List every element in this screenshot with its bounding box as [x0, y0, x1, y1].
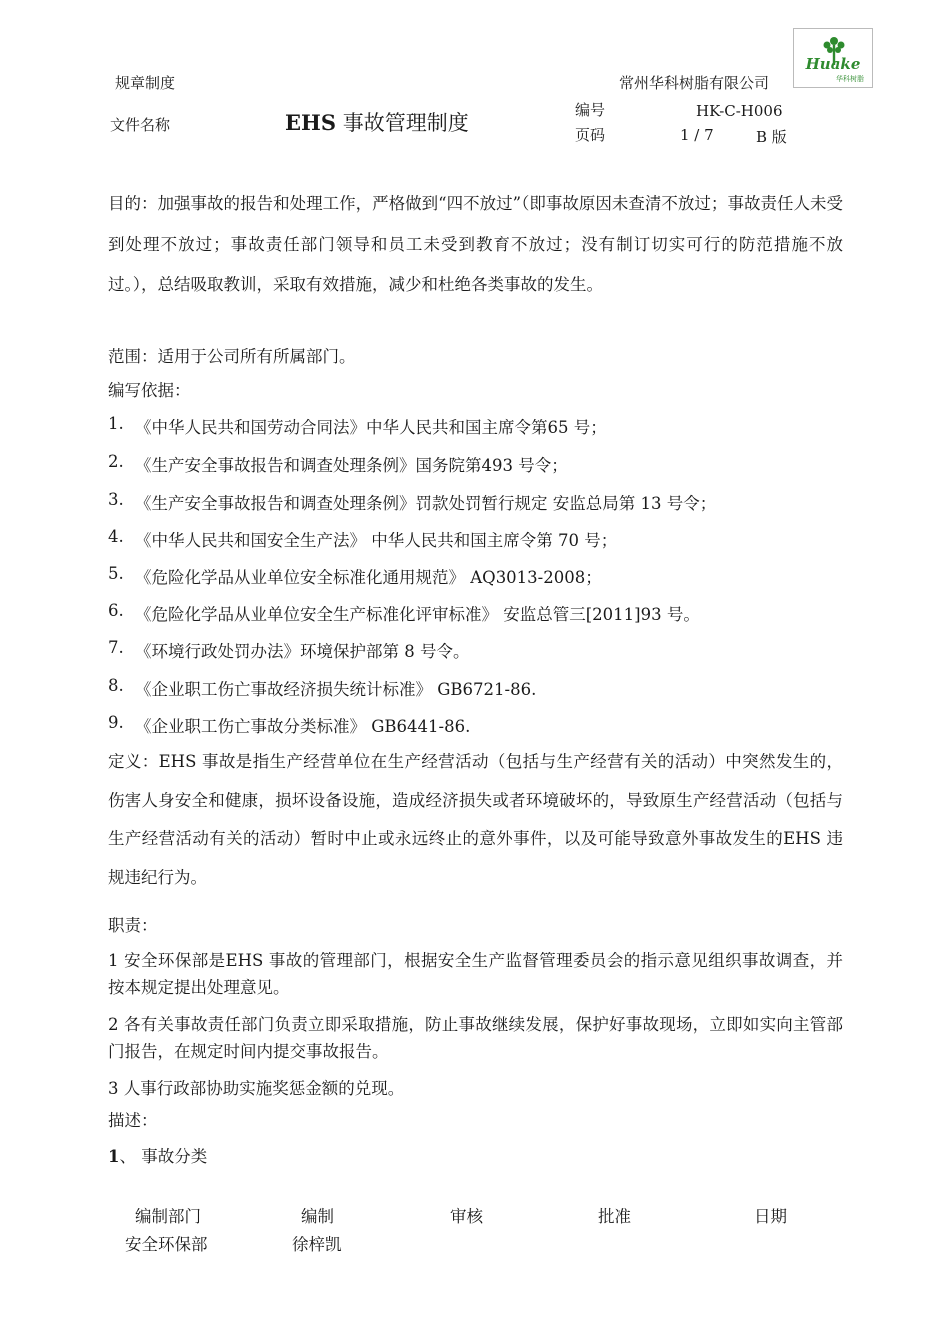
- scope-paragraph: 范围：适用于公司所有所属部门。: [108, 347, 356, 366]
- list-item-text: 《企业职工伤亡事故经济损失统计标准》 GB6721-86.: [135, 680, 537, 699]
- list-item-number: 3.: [108, 490, 124, 509]
- list-item: [108, 676, 537, 699]
- section-title: 事故分类: [135, 1147, 208, 1166]
- list-item-text: 《中华人民共和国劳动合同法》中华人民共和国主席令第65 号；: [135, 418, 607, 437]
- page-value: 1 / 7: [680, 126, 714, 144]
- list-item-number: 1.: [108, 414, 124, 433]
- duty-item: 2 各有关事故责任部门负责立即采取措施，防止事故继续发展，保护好事故现场，立即如实向主管部门报告，在规定时间内提交事故报告。: [108, 1015, 843, 1061]
- section-separator: 、: [119, 1147, 136, 1166]
- list-item: [108, 564, 602, 587]
- footer-header-reviewer: 审核: [450, 1207, 483, 1226]
- duty-item: 1 安全环保部是EHS 事故的管理部门，根据安全生产监督管理委员会的指示意见组织事故调查，并按本规定提出处理意见。: [108, 951, 843, 997]
- duties-heading: 职责：: [108, 916, 158, 935]
- list-item: [108, 713, 471, 736]
- footer-header-author: 编制: [301, 1207, 334, 1226]
- footer-value-author: 徐梓凯: [292, 1235, 342, 1254]
- list-item: [108, 414, 607, 437]
- version-label: B 版: [756, 128, 787, 146]
- list-item-number: 9.: [108, 713, 124, 732]
- page-label: 页码: [575, 126, 606, 144]
- doc-title: [285, 107, 469, 137]
- list-item-text: 《环境行政处罚办法》环境保护部第 8 号令。: [135, 642, 470, 661]
- footer-header-date: 日期: [754, 1207, 787, 1226]
- footer-header-dept: 编制部门: [135, 1207, 201, 1226]
- basis-heading: 编写依据：: [108, 381, 191, 400]
- list-item-number: 2.: [108, 452, 124, 471]
- code-label: 编号: [575, 101, 606, 119]
- logo-text: Huake: [805, 55, 861, 73]
- section-heading: [108, 1143, 207, 1167]
- list-item-text: 《生产安全事故报告和调查处理条例》罚款处罚暂行规定 安监总局第 13 号令；: [135, 494, 717, 513]
- duty-item: 3 人事行政部协助实施奖惩金额的兑现。: [108, 1079, 405, 1098]
- list-item: [108, 490, 717, 513]
- code-value: HK-C-H006: [696, 102, 783, 120]
- list-item: [108, 452, 568, 475]
- list-item-text: 《危险化学品从业单位安全标准化通用规范》 AQ3013-2008；: [135, 568, 602, 587]
- list-item: [108, 527, 618, 550]
- company-name: 常州华科树脂有限公司: [619, 74, 770, 92]
- definition-paragraph: 定义：EHS 事故是指生产经营单位在生产经营活动（包括与生产经营有关的活动）中突然发生的，伤害人身安全和健康，损坏设备设施，造成经济损失或者环境破坏的，导致原生产经营活动（包括与生产经营活动有关的活动）暂时中止或永远终止的意外事件，以及可能导致意外事故发生的EHS 违规违纪行为。: [108, 752, 843, 887]
- list-item: [108, 601, 700, 624]
- list-item-number: 4.: [108, 527, 124, 546]
- list-item-text: 《生产安全事故报告和调查处理条例》国务院第493 号令；: [135, 456, 568, 475]
- list-item: [108, 638, 470, 661]
- list-item-text: 《中华人民共和国安全生产法》 中华人民共和国主席令第 70 号；: [135, 531, 618, 550]
- doc-title-prefix: EHS: [285, 110, 337, 135]
- list-item-text: 《企业职工伤亡事故分类标准》 GB6441-86.: [135, 717, 471, 736]
- list-item-text: 《危险化学品从业单位安全生产标准化评审标准》 安监总管三[2011]93 号。: [135, 605, 700, 624]
- list-item-number: 8.: [108, 676, 124, 695]
- description-heading: 描述：: [108, 1111, 158, 1130]
- footer-header-approver: 批准: [598, 1207, 631, 1226]
- section-number: 1: [108, 1147, 120, 1166]
- list-item-number: 6.: [108, 601, 124, 620]
- doc-title-rest: 事故管理制度: [336, 111, 469, 135]
- logo-subtext: 华科树脂: [836, 75, 864, 83]
- list-item-number: 5.: [108, 564, 124, 583]
- company-logo: [793, 28, 873, 88]
- tree-logo-icon: [794, 29, 872, 87]
- file-name-label: 文件名称: [110, 116, 171, 134]
- list-item-number: 7.: [108, 638, 124, 657]
- doc-category: 规章制度: [115, 74, 176, 92]
- footer-value-dept: 安全环保部: [125, 1235, 208, 1254]
- purpose-paragraph: 目的：加强事故的报告和处理工作，严格做到“四不放过”（即事故原因未查清不放过；事故责任人未受到处理不放过；事故责任部门领导和员工未受到教育不放过；没有制订切实可行的防范措施不放过。），总结吸取教训，采取有效措施，减少和杜绝各类事故的发生。: [108, 194, 843, 294]
